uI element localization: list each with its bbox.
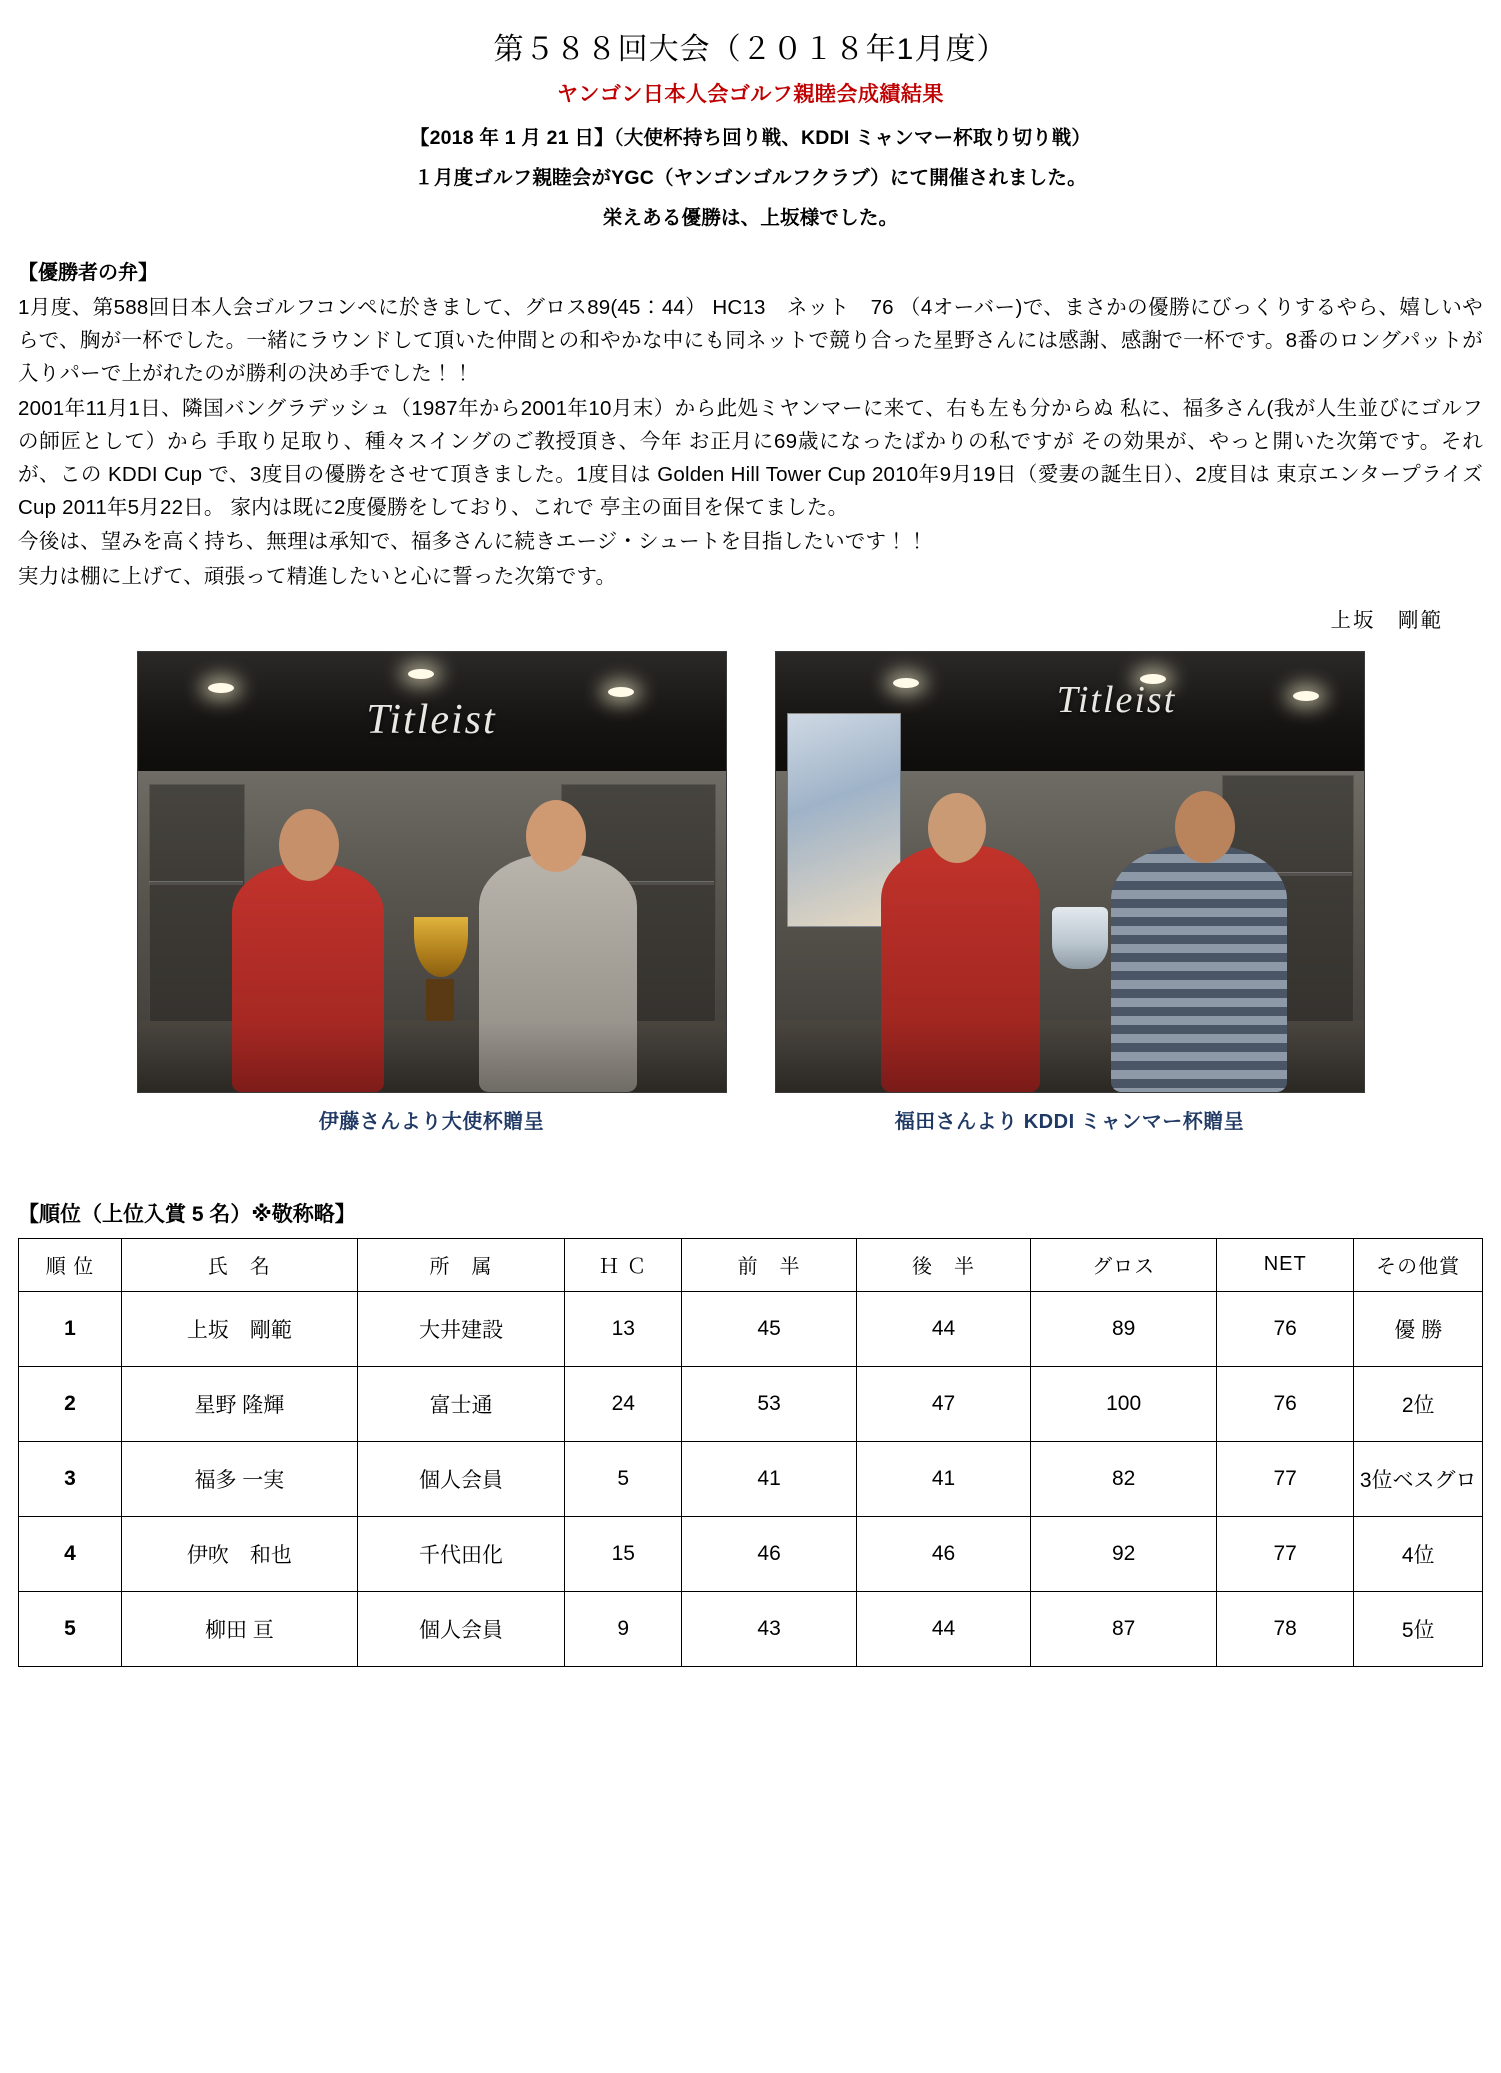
cell-team: 大井建設 bbox=[357, 1291, 564, 1366]
photo-person-left-head bbox=[279, 809, 339, 881]
photo-person-left bbox=[232, 863, 385, 1092]
cell-name: 福多 一実 bbox=[121, 1441, 357, 1516]
cell-team: 富士通 bbox=[357, 1366, 564, 1441]
winner-comment-paragraph: 実力は棚に上げて、頑張って精進したいと心に誓った次第です。 bbox=[18, 564, 617, 588]
column-header-back: 後 半 bbox=[856, 1238, 1030, 1291]
cell-back: 41 bbox=[856, 1441, 1030, 1516]
cell-team: 千代田化 bbox=[357, 1516, 564, 1591]
photo-brand-sign: Titleist bbox=[366, 696, 497, 743]
cell-gross: 82 bbox=[1031, 1441, 1217, 1516]
column-header-gross: グロス bbox=[1031, 1238, 1217, 1291]
column-header-rank: 順 位 bbox=[19, 1238, 122, 1291]
table-header-row bbox=[19, 1238, 1483, 1291]
cell-name: 上坂 剛範 bbox=[121, 1291, 357, 1366]
photo-person-right bbox=[1111, 845, 1287, 1091]
photo-gallery bbox=[18, 651, 1483, 1134]
table-row bbox=[19, 1591, 1483, 1666]
cell-hc: 15 bbox=[565, 1516, 682, 1591]
photo-caption: 伊藤さんより大使杯贈呈 bbox=[318, 1110, 545, 1133]
ceiling-light-icon bbox=[208, 683, 234, 693]
photo-block-kddi-cup bbox=[775, 651, 1365, 1134]
cell-rank: 1 bbox=[19, 1291, 122, 1366]
table-row bbox=[19, 1516, 1483, 1591]
winner-comment-paragraph: 2001年11月1日、隣国バングラデッシュ（1987年から2001年10月末）から此処ミヤンマーに来て、右も左も分からぬ 私に、福多さん(我が人生並びにゴルフの師匠として）から 手取り足取り、種々スイングのご教授頂き、今年 お正月に69歳になったばかりの私ですが その効果が、やっと開いた次第です。それが、この KDDI Cup で、3度目の優勝をさせて頂きました。1度目は Golden Hill Tower Cup 2010年9月19日（愛妻の誕生日）、2度目は 東京エンタープライズ Cup 2011年5月22日。 家内は既に2度優勝をしており、これで 亭主の面目を保てました。 bbox=[18, 396, 1483, 520]
cell-other: 4位 bbox=[1354, 1516, 1483, 1591]
event-winner-line: 栄えある優勝は、上坂様でした。 bbox=[602, 207, 899, 229]
winner-signature: 上坂 剛範 bbox=[1330, 608, 1443, 632]
winner-comment-heading: 【優勝者の弁】 bbox=[18, 262, 158, 284]
cell-other: 5位 bbox=[1354, 1591, 1483, 1666]
cell-hc: 9 bbox=[565, 1591, 682, 1666]
cell-net: 77 bbox=[1217, 1441, 1354, 1516]
event-venue-line: １月度ゴルフ親睦会がYGC（ヤンゴンゴルフクラブ）にて開催されました。 bbox=[414, 167, 1087, 189]
column-header-team: 所 属 bbox=[357, 1238, 564, 1291]
cell-hc: 24 bbox=[565, 1366, 682, 1441]
cell-front: 41 bbox=[682, 1441, 856, 1516]
photo-person-right-head bbox=[1175, 791, 1235, 863]
cell-team: 個人会員 bbox=[357, 1441, 564, 1516]
winner-comment-paragraph: 今後は、望みを高く持ち、無理は承知で、福多さんに続きエージ・シュートを目指したいです！！ bbox=[18, 530, 928, 554]
cell-front: 45 bbox=[682, 1291, 856, 1366]
photo-person-left-head bbox=[928, 793, 986, 863]
photo-person-left bbox=[881, 845, 1040, 1091]
cell-net: 76 bbox=[1217, 1291, 1354, 1366]
cell-gross: 92 bbox=[1031, 1516, 1217, 1591]
cell-hc: 5 bbox=[565, 1441, 682, 1516]
photo-person-right-head bbox=[526, 800, 586, 872]
column-header-net: NET bbox=[1217, 1238, 1354, 1291]
cell-team: 個人会員 bbox=[357, 1591, 564, 1666]
cell-back: 47 bbox=[856, 1366, 1030, 1441]
cell-back: 44 bbox=[856, 1591, 1030, 1666]
cell-net: 76 bbox=[1217, 1366, 1354, 1441]
cell-back: 44 bbox=[856, 1291, 1030, 1366]
photo-shelf bbox=[149, 881, 243, 885]
photo-counter bbox=[138, 1021, 726, 1091]
cell-hc: 13 bbox=[565, 1291, 682, 1366]
photo-caption: 福田さんより KDDI ミャンマー杯贈呈 bbox=[894, 1110, 1245, 1133]
cell-front: 46 bbox=[682, 1516, 856, 1591]
winner-comment-paragraph: 1月度、第588回日本人会ゴルフコンペに於きまして、グロス89(45：44） HC13 ネット 76 （4オーバー)で、まさかの優勝にびっくりするやら、嬉しいやらで、胸が一杯でした。一緒にラウンドして頂いた仲間との和やかな中にも同ネットで競り合った星野さんには感謝、感謝で一杯です。8番のロングパットが入りパーで上がれたのが勝利の決め手でした！！ bbox=[18, 296, 1483, 386]
cell-front: 43 bbox=[682, 1591, 856, 1666]
column-header-front: 前 半 bbox=[682, 1238, 856, 1291]
column-header-hc: Ｈ Ｃ bbox=[565, 1238, 682, 1291]
photo-merch-rack bbox=[149, 784, 245, 1041]
cell-front: 53 bbox=[682, 1366, 856, 1441]
cell-name: 柳田 亘 bbox=[121, 1591, 357, 1666]
table-row bbox=[19, 1441, 1483, 1516]
event-date-line: 【2018 年 1 月 21 日】（大使杯持ち回り戦、KDDI ミャンマー杯取り切り戦） bbox=[409, 127, 1092, 149]
cell-gross: 100 bbox=[1031, 1366, 1217, 1441]
cell-name: 星野 隆輝 bbox=[121, 1366, 357, 1441]
winner-comment-body bbox=[18, 291, 1483, 593]
ranking-heading: 【順位（上位入賞 5 名）※敬称略】 bbox=[18, 1202, 356, 1226]
page-title: 第５８８回大会（２０１８年1月度） bbox=[493, 33, 1008, 66]
photo-kddi-cup bbox=[775, 651, 1365, 1093]
cell-rank: 5 bbox=[19, 1591, 122, 1666]
cell-net: 77 bbox=[1217, 1516, 1354, 1591]
table-row bbox=[19, 1291, 1483, 1366]
trophy-base-icon bbox=[426, 979, 454, 1021]
photo-brand-sign: Titleist bbox=[1056, 679, 1177, 722]
cell-rank: 3 bbox=[19, 1441, 122, 1516]
cell-other: 2位 bbox=[1354, 1366, 1483, 1441]
cell-net: 78 bbox=[1217, 1591, 1354, 1666]
photo-ambassador-cup bbox=[137, 651, 727, 1093]
column-header-other: その他賞 bbox=[1354, 1238, 1483, 1291]
ranking-table bbox=[18, 1238, 1483, 1667]
cell-rank: 2 bbox=[19, 1366, 122, 1441]
cell-other: 3位ベスグロ bbox=[1354, 1441, 1483, 1516]
cell-gross: 89 bbox=[1031, 1291, 1217, 1366]
table-row bbox=[19, 1366, 1483, 1441]
page-subtitle: ヤンゴン日本人会ゴルフ親睦会成績結果 bbox=[557, 83, 944, 106]
cell-gross: 87 bbox=[1031, 1591, 1217, 1666]
cell-other: 優 勝 bbox=[1354, 1291, 1483, 1366]
cell-name: 伊吹 和也 bbox=[121, 1516, 357, 1591]
cell-back: 46 bbox=[856, 1516, 1030, 1591]
photo-block-ambassador-cup bbox=[137, 651, 727, 1134]
ceiling-light-icon bbox=[608, 687, 634, 697]
column-header-name: 氏 名 bbox=[121, 1238, 357, 1291]
crystal-trophy-icon bbox=[1052, 907, 1108, 969]
cell-rank: 4 bbox=[19, 1516, 122, 1591]
photo-person-right bbox=[479, 854, 638, 1092]
